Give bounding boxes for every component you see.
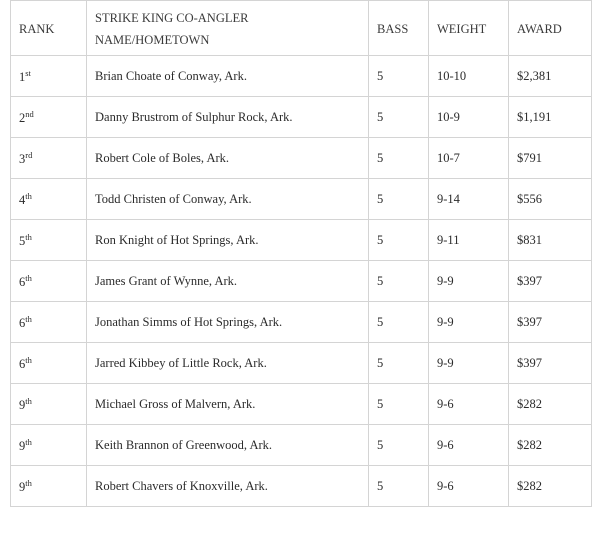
weight-cell: 9-6 <box>429 425 509 466</box>
bass-count-cell: 5 <box>369 138 429 179</box>
angler-name-cell: Jarred Kibbey of Little Rock, Ark. <box>87 343 369 384</box>
table-row <box>11 138 592 179</box>
rank-suffix: rd <box>25 150 33 160</box>
award-cell: $282 <box>509 384 592 425</box>
angler-name-cell: Todd Christen of Conway, Ark. <box>87 179 369 220</box>
award-header: AWARD <box>509 1 592 56</box>
angler-name-cell: Jonathan Simms of Hot Springs, Ark. <box>87 302 369 343</box>
angler-name-cell: Danny Brustrom of Sulphur Rock, Ark. <box>87 97 369 138</box>
rank-suffix: th <box>25 314 32 324</box>
table-row <box>11 466 592 507</box>
rank-cell <box>11 343 87 384</box>
rank-number: 2 <box>19 111 26 125</box>
bass-count-cell: 5 <box>369 220 429 261</box>
weight-cell: 10-10 <box>429 56 509 97</box>
angler-name-cell: Ron Knight of Hot Springs, Ark. <box>87 220 369 261</box>
results-table <box>10 0 592 507</box>
weight-cell: 9-14 <box>429 179 509 220</box>
angler-name-cell: Robert Cole of Boles, Ark. <box>87 138 369 179</box>
award-cell: $282 <box>509 425 592 466</box>
angler-name-cell: James Grant of Wynne, Ark. <box>87 261 369 302</box>
header-row <box>11 1 592 56</box>
name-header-line2: NAME/HOMETOWN <box>95 33 210 47</box>
rank-cell <box>11 261 87 302</box>
weight-header: WEIGHT <box>429 1 509 56</box>
rank-cell <box>11 138 87 179</box>
rank-number: 9 <box>19 480 26 494</box>
award-cell: $791 <box>509 138 592 179</box>
rank-number: 9 <box>19 398 26 412</box>
award-cell: $282 <box>509 466 592 507</box>
bass-count-cell: 5 <box>369 97 429 138</box>
table-row <box>11 261 592 302</box>
bass-count-cell: 5 <box>369 261 429 302</box>
award-cell: $1,191 <box>509 97 592 138</box>
rank-suffix: th <box>25 191 32 201</box>
name-header-line1: STRIKE KING CO-ANGLER <box>95 11 249 25</box>
rank-cell <box>11 56 87 97</box>
weight-cell: 10-7 <box>429 138 509 179</box>
rank-suffix: th <box>25 437 32 447</box>
table-row <box>11 56 592 97</box>
rank-cell <box>11 220 87 261</box>
rank-cell <box>11 466 87 507</box>
weight-cell: 9-11 <box>429 220 509 261</box>
award-cell: $397 <box>509 302 592 343</box>
rank-number: 3 <box>19 152 26 166</box>
rank-cell <box>11 384 87 425</box>
award-cell: $831 <box>509 220 592 261</box>
bass-header: BASS <box>369 1 429 56</box>
results-body <box>11 56 592 507</box>
angler-name-cell: Keith Brannon of Greenwood, Ark. <box>87 425 369 466</box>
rank-cell <box>11 179 87 220</box>
bass-count-cell: 5 <box>369 343 429 384</box>
rank-number: 4 <box>19 193 26 207</box>
rank-number: 1 <box>19 70 26 84</box>
rank-cell <box>11 97 87 138</box>
table-row <box>11 179 592 220</box>
rank-number: 6 <box>19 275 26 289</box>
weight-cell: 9-9 <box>429 302 509 343</box>
weight-cell: 10-9 <box>429 97 509 138</box>
angler-name-cell: Robert Chavers of Knoxville, Ark. <box>87 466 369 507</box>
award-cell: $397 <box>509 261 592 302</box>
rank-suffix: nd <box>25 109 34 119</box>
award-cell: $397 <box>509 343 592 384</box>
rank-cell <box>11 425 87 466</box>
weight-cell: 9-6 <box>429 384 509 425</box>
table-row <box>11 302 592 343</box>
rank-cell <box>11 302 87 343</box>
bass-count-cell: 5 <box>369 425 429 466</box>
rank-suffix: th <box>25 273 32 283</box>
rank-suffix: th <box>25 232 32 242</box>
bass-count-cell: 5 <box>369 302 429 343</box>
rank-number: 9 <box>19 439 26 453</box>
rank-header: RANK <box>11 1 87 56</box>
rank-number: 5 <box>19 234 26 248</box>
rank-number: 6 <box>19 316 26 330</box>
angler-name-cell: Michael Gross of Malvern, Ark. <box>87 384 369 425</box>
table-row <box>11 343 592 384</box>
bass-count-cell: 5 <box>369 466 429 507</box>
rank-suffix: st <box>25 68 31 78</box>
bass-count-cell: 5 <box>369 179 429 220</box>
table-row <box>11 425 592 466</box>
table-row <box>11 384 592 425</box>
table-row <box>11 220 592 261</box>
rank-suffix: th <box>25 355 32 365</box>
bass-count-cell: 5 <box>369 384 429 425</box>
angler-name-cell: Brian Choate of Conway, Ark. <box>87 56 369 97</box>
table-row <box>11 97 592 138</box>
rank-suffix: th <box>25 478 32 488</box>
award-cell: $556 <box>509 179 592 220</box>
rank-number: 6 <box>19 357 26 371</box>
award-cell: $2,381 <box>509 56 592 97</box>
rank-suffix: th <box>25 396 32 406</box>
bass-count-cell: 5 <box>369 56 429 97</box>
name-header <box>87 1 369 56</box>
weight-cell: 9-6 <box>429 466 509 507</box>
weight-cell: 9-9 <box>429 343 509 384</box>
weight-cell: 9-9 <box>429 261 509 302</box>
